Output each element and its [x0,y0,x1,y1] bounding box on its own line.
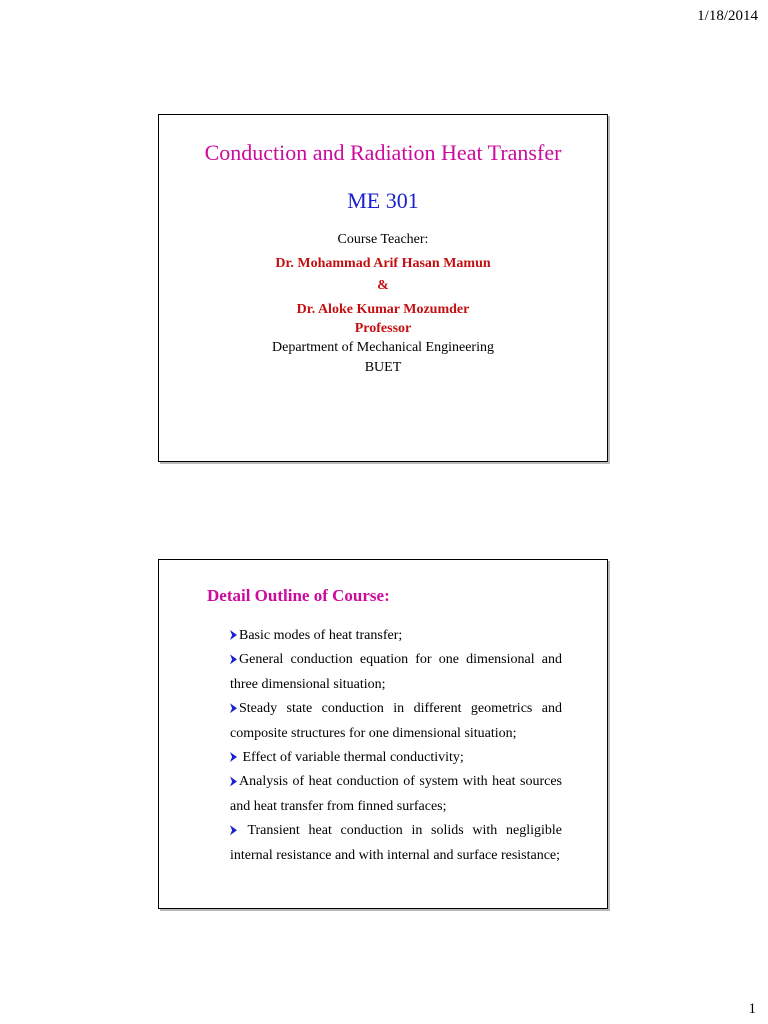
outline-item-text: General conduction equation for one dimensional and three dimensional situation; [230,652,562,692]
outline-item-text: Analysis of heat conduction of system with heat sources and heat transfer from finned surfaces; [230,774,562,814]
teacher-conjunction: & [377,278,389,293]
outline-item-text: Basic modes of heat transfer; [239,628,403,643]
outline-item-text: Steady state conduction in different geometrics and composite structures for one dimensional situation; [230,701,562,741]
department-name: Department of Mechanical Engineering [272,340,494,355]
outline-item-text: Transient heat conduction in solids with negligible internal resistance and with internal and surface resistance; [230,823,562,863]
page-number: 1 [748,1001,756,1017]
title-slide [158,114,608,462]
outline-item [230,697,562,746]
institution-name: BUET [364,360,402,375]
arrow-bullet-icon [230,752,237,762]
outline-item-text: Effect of variable thermal conductivity; [239,750,464,766]
outline-list [230,624,562,868]
outline-item [230,819,562,868]
arrow-bullet-icon [230,630,237,640]
arrow-bullet-icon [230,703,237,713]
teacher-name-1: Dr. Mohammad Arif Hasan Mamun [275,256,491,271]
outline-heading: Detail Outline of Course: [207,586,390,605]
teacher-designation: Professor [354,321,412,336]
outline-item [230,648,562,697]
course-teacher-label: Course Teacher: [337,232,429,247]
outline-item [230,624,562,648]
teacher-name-2: Dr. Aloke Kumar Mozumder [296,302,470,317]
arrow-bullet-icon [230,825,237,835]
course-title: Conduction and Radiation Heat Transfer [204,140,562,165]
course-code: ME 301 [347,188,419,213]
outline-slide [158,559,608,909]
arrow-bullet-icon [230,776,237,786]
outline-item [230,746,562,770]
page-date: 1/18/2014 [697,8,758,24]
outline-item [230,770,562,819]
arrow-bullet-icon [230,654,237,664]
